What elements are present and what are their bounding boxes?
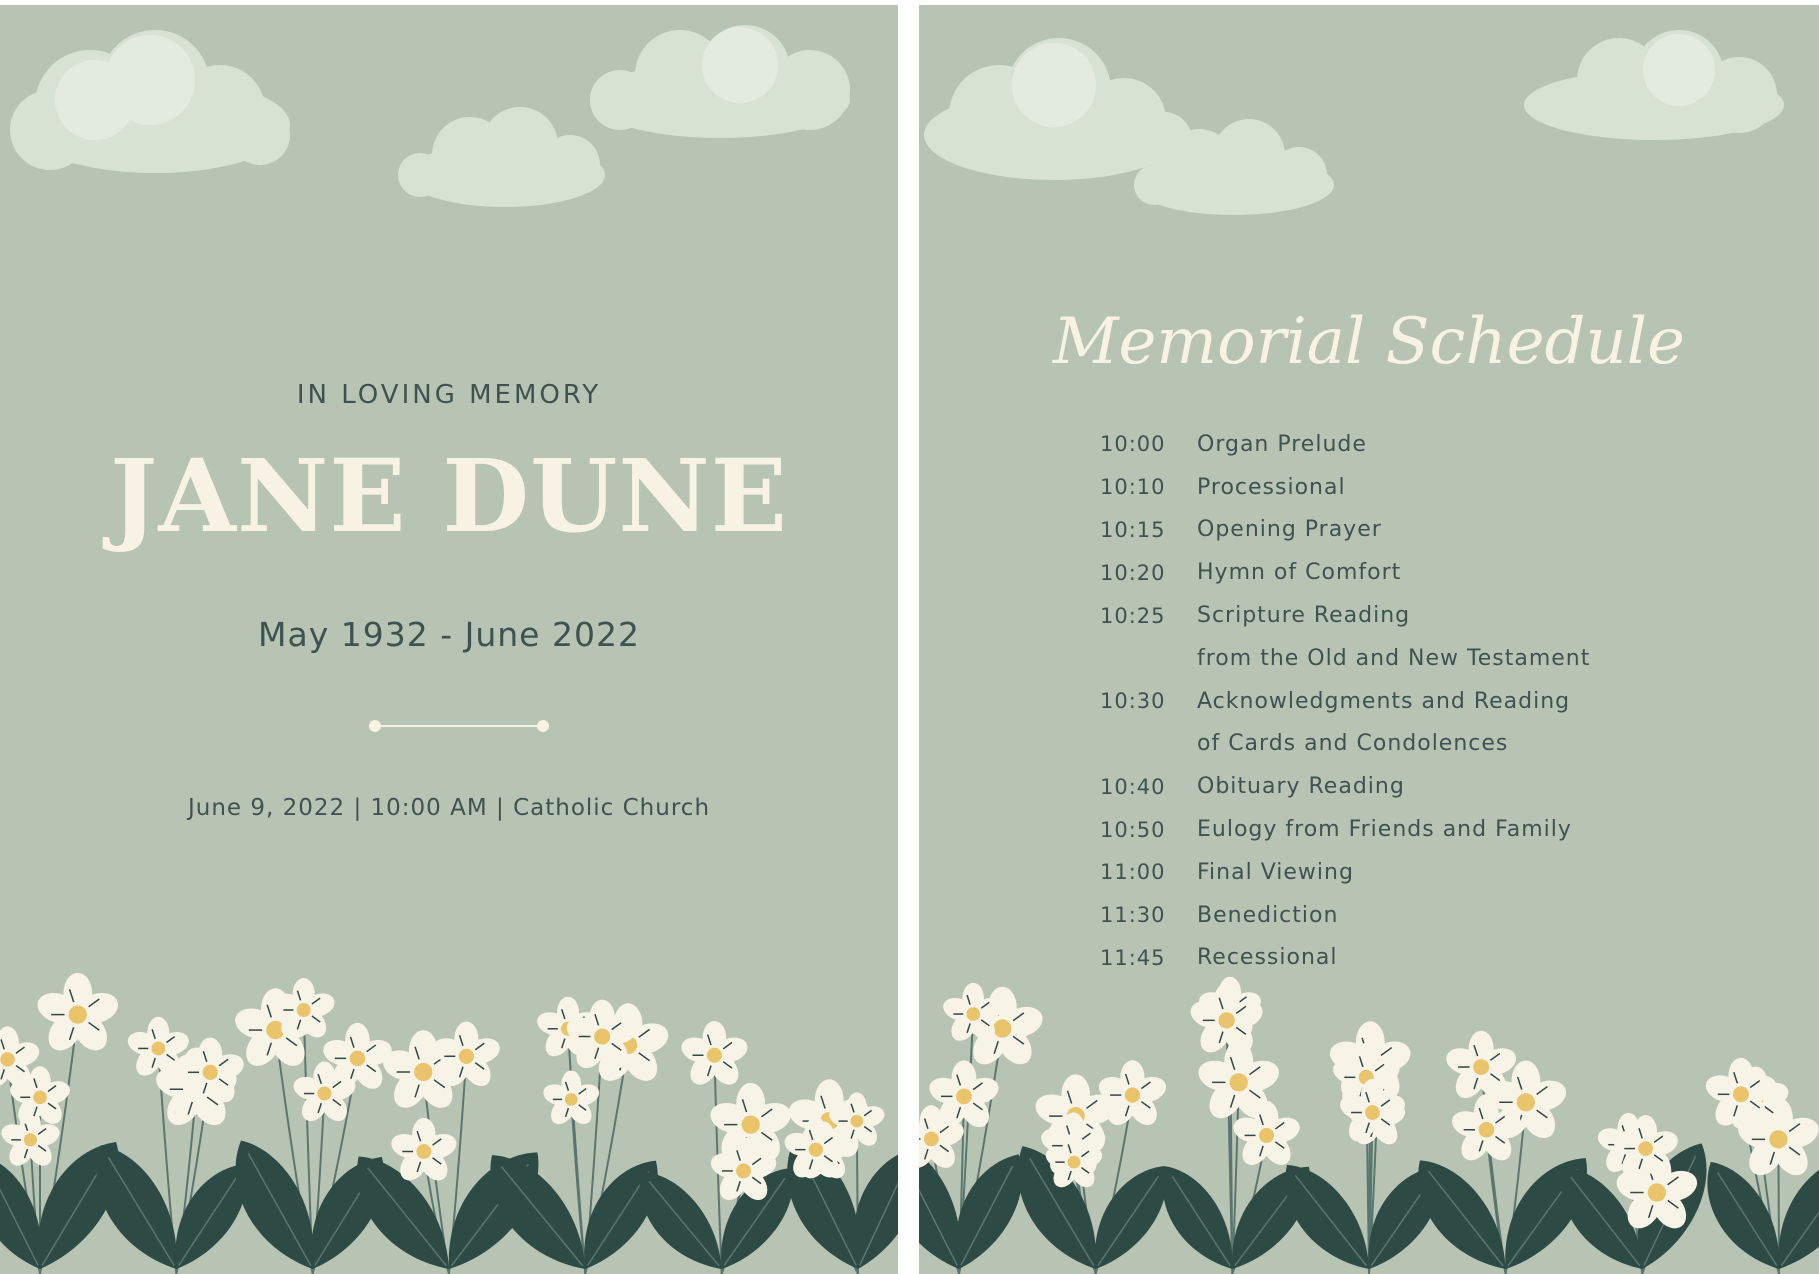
schedule-event: from the Old and New Testament	[1197, 645, 1591, 671]
schedule-item	[1100, 680, 1590, 723]
schedule-event: Opening Prayer	[1197, 517, 1382, 543]
clouds-decoration	[0, 5, 898, 235]
schedule-event: Eulogy from Friends and Family	[1197, 817, 1572, 843]
schedule-item	[1100, 551, 1590, 594]
schedule-event: Obituary Reading	[1197, 774, 1405, 800]
life-dates: May 1932 - June 2022	[258, 615, 640, 654]
schedule-time: 10:00	[1100, 432, 1166, 457]
schedule-item	[1100, 466, 1590, 509]
schedule-item	[1100, 894, 1590, 937]
schedule-time: 10:20	[1100, 560, 1166, 585]
schedule-item	[1100, 509, 1590, 552]
flowers-decoration	[0, 944, 898, 1274]
clouds-decoration	[919, 5, 1819, 235]
flower-icon	[34, 973, 122, 1057]
schedule-event: Organ Prelude	[1197, 431, 1367, 457]
schedule-list	[1100, 423, 1590, 979]
schedule-time: 10:25	[1100, 603, 1166, 628]
cloud-icon	[398, 107, 605, 207]
flowers-decoration	[919, 944, 1819, 1274]
schedule-item	[1100, 808, 1590, 851]
schedule-time: 10:15	[1100, 517, 1166, 542]
memorial-subtitle: IN LOVING MEMORY	[296, 380, 602, 410]
schedule-item	[1100, 851, 1590, 894]
flower-icon	[1230, 1101, 1303, 1170]
schedule-item	[1100, 723, 1590, 766]
schedule-item	[1100, 423, 1590, 466]
schedule-event: Processional	[1197, 474, 1346, 500]
schedule-item	[1100, 765, 1590, 808]
schedule-time: 11:00	[1100, 860, 1166, 885]
schedule-event: Hymn of Comfort	[1197, 560, 1402, 586]
deceased-name: JANE DUNE	[110, 437, 788, 555]
schedule-time: 11:30	[1100, 903, 1166, 928]
schedule-item	[1100, 594, 1590, 637]
schedule-page	[919, 5, 1819, 1274]
front-page	[0, 5, 898, 1274]
schedule-event: Acknowledgments and Reading	[1197, 688, 1571, 714]
schedule-time: 10:10	[1100, 475, 1166, 500]
service-details: June 9, 2022 | 10:00 AM | Catholic Church	[187, 795, 711, 821]
schedule-event: Final Viewing	[1197, 859, 1354, 885]
schedule-event: of Cards and Condolences	[1197, 731, 1509, 757]
schedule-event: Benediction	[1197, 902, 1339, 928]
schedule-time: 10:50	[1100, 817, 1166, 842]
divider	[369, 719, 549, 733]
schedule-time: 11:45	[1100, 945, 1166, 970]
schedule-time: 10:40	[1100, 774, 1166, 799]
flower-icon	[541, 1070, 602, 1128]
schedule-time: 10:30	[1100, 689, 1166, 714]
schedule-title: Memorial Schedule	[1053, 305, 1685, 379]
schedule-item	[1100, 637, 1590, 680]
schedule-event: Scripture Reading	[1197, 603, 1411, 629]
schedule-event: Recessional	[1197, 945, 1338, 971]
